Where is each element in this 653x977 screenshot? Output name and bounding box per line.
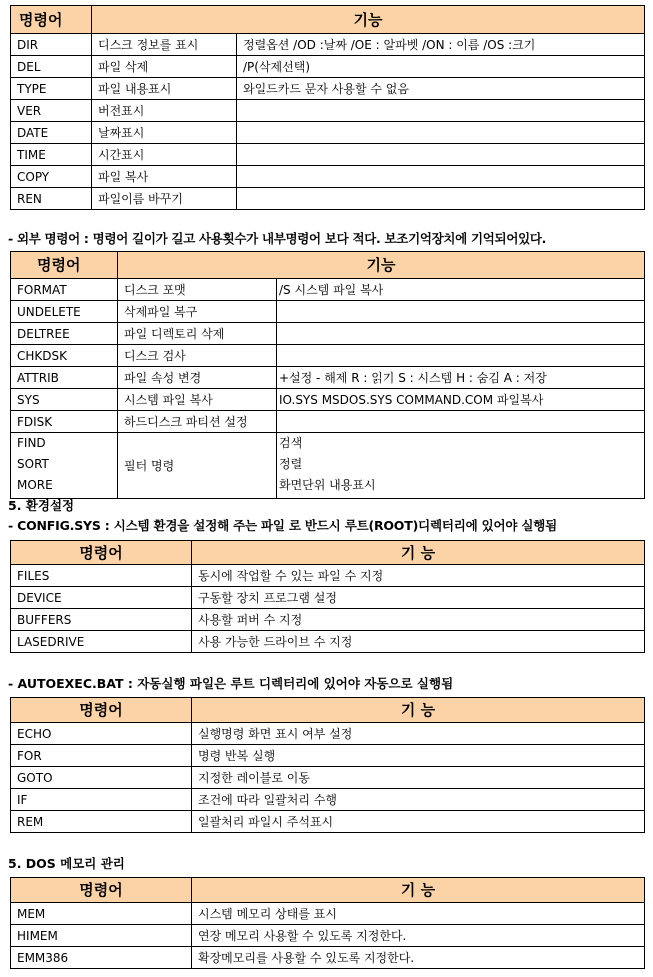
command-cell: ATTRIB <box>11 367 118 389</box>
command-cell: REM <box>11 811 192 833</box>
function-cell: 파일 내용표시 <box>92 78 237 100</box>
function-cell: 일괄처리 파일시 주석표시 <box>192 811 645 833</box>
detail-cell <box>277 411 645 433</box>
function-cell: 구동할 장치 프로그램 설정 <box>192 587 645 609</box>
detail-cell <box>237 122 645 144</box>
function-cell: 날짜표시 <box>92 122 237 144</box>
function-cell: 조건에 따라 일괄처리 수행 <box>192 789 645 811</box>
filter-command-more: MORE <box>17 478 53 492</box>
memory-table <box>10 877 645 969</box>
header-function: 기 능 <box>192 878 645 903</box>
environment-heading: 5. 환경설정 <box>8 498 75 513</box>
command-cell: BUFFERS <box>11 609 192 631</box>
detail-cell: +설정 - 해제 R : 읽기 S : 시스템 H : 숨김 A : 저장 <box>277 367 645 389</box>
command-cell: IF <box>11 789 192 811</box>
command-cell: TYPE <box>11 78 92 100</box>
command-cell: GOTO <box>11 767 192 789</box>
header-command: 명령어 <box>11 541 192 565</box>
memory-heading: 5. DOS 메모리 관리 <box>8 856 125 871</box>
command-cell: HIMEM <box>11 925 192 947</box>
command-cell: LASEDRIVE <box>11 631 192 653</box>
filter-command-sort: SORT <box>17 457 49 471</box>
detail-cell <box>277 301 645 323</box>
function-cell: 파일이름 바꾸기 <box>92 188 237 210</box>
function-cell: 동시에 작업할 수 있는 파일 수 지정 <box>192 565 645 587</box>
filter-function-cell: 필터 명령 <box>118 433 277 499</box>
command-cell: COPY <box>11 166 92 188</box>
filter-commands-cell <box>11 433 118 499</box>
detail-cell: /P(삭제선택) <box>237 56 645 78</box>
function-cell: 삭제파일 복구 <box>118 301 277 323</box>
detail-cell: IO.SYS MSDOS.SYS COMMAND.COM 파일복사 <box>277 389 645 411</box>
function-cell: 디스크 검사 <box>118 345 277 367</box>
header-function: 기 능 <box>192 541 645 565</box>
internal-commands-table <box>10 5 645 210</box>
function-cell: 지정한 레이블로 이동 <box>192 767 645 789</box>
command-cell: DATE <box>11 122 92 144</box>
function-cell: 디스크 포맷 <box>118 279 277 301</box>
command-cell: EMM386 <box>11 947 192 969</box>
config-sys-heading: - CONFIG.SYS : 시스템 환경을 설정해 주는 파일 로 반드시 루트(ROOT)디렉터리에 있어야 실행됨 <box>8 518 558 533</box>
function-cell: 시스템 메모리 상태를 표시 <box>192 903 645 925</box>
function-cell: 시간표시 <box>92 144 237 166</box>
command-cell: DIR <box>11 34 92 56</box>
filter-command-find: FIND <box>17 436 46 450</box>
command-cell: REN <box>11 188 92 210</box>
command-cell: MEM <box>11 903 192 925</box>
command-cell: FOR <box>11 745 192 767</box>
command-cell: DEL <box>11 56 92 78</box>
header-command: 명령어 <box>11 252 118 279</box>
external-commands-table <box>10 251 645 499</box>
command-cell: DEVICE <box>11 587 192 609</box>
autoexec-table <box>10 697 645 833</box>
function-cell: 파일 삭제 <box>92 56 237 78</box>
function-cell: 실행명령 화면 표시 여부 설정 <box>192 723 645 745</box>
detail-cell <box>237 188 645 210</box>
detail-cell <box>277 323 645 345</box>
command-cell: FORMAT <box>11 279 118 301</box>
command-cell: UNDELETE <box>11 301 118 323</box>
command-cell: DELTREE <box>11 323 118 345</box>
function-cell: 사용 가능한 드라이브 수 지정 <box>192 631 645 653</box>
header-function: 기 능 <box>192 698 645 723</box>
filter-detail-more: 화면단위 내용표시 <box>279 478 376 492</box>
detail-cell <box>237 166 645 188</box>
header-command: 명령어 <box>11 878 192 903</box>
command-cell: ECHO <box>11 723 192 745</box>
filter-details-cell <box>277 433 645 499</box>
function-cell: 명령 반복 실행 <box>192 745 645 767</box>
header-function: 기능 <box>118 252 645 279</box>
detail-cell <box>277 345 645 367</box>
function-cell: 시스템 파일 복사 <box>118 389 277 411</box>
function-cell: 하드디스크 파티션 설정 <box>118 411 277 433</box>
detail-cell: 와일드카드 문자 사용할 수 없음 <box>237 78 645 100</box>
function-cell: 파일 속성 변경 <box>118 367 277 389</box>
external-commands-heading: - 외부 명령어 : 명령어 길이가 길고 사용횟수가 내부명령어 보다 적다. 보조기억장치에 기억되어있다. <box>8 231 547 246</box>
command-cell: FDISK <box>11 411 118 433</box>
function-cell: 디스크 정보를 표시 <box>92 34 237 56</box>
function-cell: 파일 디렉토리 삭제 <box>118 323 277 345</box>
detail-cell <box>237 144 645 166</box>
command-cell: SYS <box>11 389 118 411</box>
command-cell: TIME <box>11 144 92 166</box>
header-command: 명령어 <box>11 6 92 34</box>
function-cell: 파일 복사 <box>92 166 237 188</box>
header-function: 기능 <box>92 6 645 34</box>
filter-detail-sort: 정렬 <box>279 457 303 471</box>
function-cell: 사용할 퍼버 수 지정 <box>192 609 645 631</box>
autoexec-heading: - AUTOEXEC.BAT : 자동실행 파일은 루트 디렉터리에 있어야 자동으로 실행됨 <box>8 676 454 691</box>
function-cell: 확장메모리를 사용할 수 있도록 지정한다. <box>192 947 645 969</box>
command-cell: FILES <box>11 565 192 587</box>
function-cell: 버전표시 <box>92 100 237 122</box>
detail-cell: 정렬옵션 /OD :날짜 /OE : 알파벳 /ON : 이름 /OS :크기 <box>237 34 645 56</box>
detail-cell <box>237 100 645 122</box>
header-command: 명령어 <box>11 698 192 723</box>
detail-cell: /S 시스템 파일 복사 <box>277 279 645 301</box>
command-cell: VER <box>11 100 92 122</box>
filter-detail-search: 검색 <box>279 436 303 450</box>
function-cell: 연장 메모리 사용할 수 있도록 지정한다. <box>192 925 645 947</box>
command-cell: CHKDSK <box>11 345 118 367</box>
config-sys-table <box>10 540 645 653</box>
